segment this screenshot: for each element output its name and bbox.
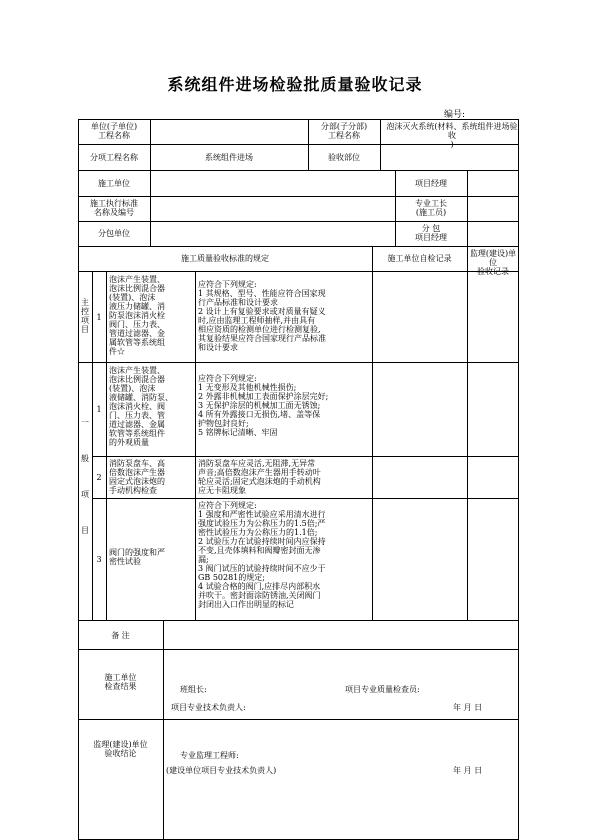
subitem-project-name-label: 分项工程名称	[90, 153, 138, 162]
row-divider	[92, 456, 519, 457]
division-project-name-label: 分部(子分部) 工程名称	[320, 122, 368, 140]
main-control-item-no: 1	[96, 313, 102, 322]
main-control-item-requirement: 应符合下列规定: 1 其规格、型号、性能应符合国家现 行产品标准和设计要求 2 设计上有复验要求或对质量有疑义 时,应由监理工程师抽样,并由具有 相应资质的检测单位进行检测复验, 其复验结果应符合国家现行产品标准 和设计要求	[198, 280, 326, 352]
column-divider	[92, 271, 93, 620]
general-item-name: 消防泵盘车、高 倍数泡沫产生器 固定式泡沫炮的 手动机构检查	[109, 459, 165, 495]
column-divider	[195, 271, 196, 620]
team-leader-signature: 班组长:	[180, 685, 207, 694]
spec-column-header: 施工质量验收标准的规定	[181, 254, 269, 263]
row-divider	[78, 170, 519, 171]
main-control-item-name: 泡沫产生装置、 泡沫比例混合器 (装置)、泡沫 液压力储罐、消 防泵泡沫消火栓 阀门、压力表、 管道过滤器、金 属软管等系统组 件☆	[109, 275, 165, 356]
supervising-engineer-signature: 专业监理工程师:	[180, 751, 239, 760]
supervision-conclusion-date: 年 月 日	[453, 766, 483, 775]
general-item-no: 3	[96, 555, 102, 564]
general-item-requirement: 应符合下列规定: 1 强度和严密性试验应采用清水进行 强度试验压力为公称压力的1.5倍;严 密性试验压力为公称压力的1.1倍; 2 试验压力在试验持续时间内应保持 不变,且壳体填料和阀瓣密封面无渗 漏; 3 阀门试压的试验持续时间不应少于 GB 50281的规定; 4 试验合格的阀门,应排尽内部积水 并吹干。密封面涂防锈油,关闭阀门 封闭出入口作出明显的标记	[198, 501, 326, 609]
execution-standard-label: 施工执行标准 名称及编号	[90, 199, 138, 217]
column-divider	[467, 246, 468, 620]
row-divider	[78, 221, 519, 222]
main-control-group-label: 主 控 项 目	[81, 298, 89, 334]
row-divider	[78, 362, 92, 363]
row-divider	[92, 498, 519, 499]
row-divider	[78, 649, 519, 650]
acceptance-part-label: 验收部位	[328, 153, 360, 162]
row-divider	[92, 362, 519, 363]
subitem-project-name-value: 系统组件进场	[205, 153, 253, 162]
column-divider	[380, 119, 381, 171]
general-item-requirement: 应符合下列规定: 1 无变形及其他机械性损伤; 2 外露非机械加工表面保护涂层完好; 3 无保护涂层的机械加工面无锈蚀; 4 所有外露接口无损伤,堵、盖等保 护物包封良好; 5 铭牌标记清晰、牢固	[198, 374, 329, 437]
general-item-no: 2	[96, 473, 102, 482]
supervision-column-header: 监理(建设)单位 验收记录	[469, 249, 517, 276]
subcontractor-label: 分包单位	[98, 229, 130, 238]
quality-inspector-signature: 项目专业质量检查员:	[345, 685, 420, 694]
remarks-label: 备 注	[111, 631, 130, 640]
general-item-no: 1	[96, 405, 102, 414]
owner-tech-lead-signature: (建设单位项目专业技术负责人)	[166, 766, 277, 775]
general-item-name: 泡沫产生装置、 泡沫比例混合器 (装置)、泡沫 液储罐、消防泵、 泡沫消火栓、阀 门、压力表、管 道过滤器、金属 软管等系统组件 的外观质量	[109, 366, 173, 447]
contractor-label: 施工单位	[98, 179, 130, 188]
column-divider	[163, 620, 164, 840]
row-divider	[78, 196, 519, 197]
general-item-name: 阀门的强度和严 密性试验	[109, 548, 165, 566]
general-item-requirement: 消防泵盘车应灵活,无阻滞,无异常 声音;高倍数泡沫产生器用手转动叶 轮应灵活;固定式泡沫炮的手动机构 应无卡阻现象	[198, 459, 321, 495]
tech-lead-signature: 项目专业技术负责人:	[171, 703, 246, 712]
foreman-label: 专业工长 (施工员)	[415, 199, 447, 217]
row-divider	[78, 719, 519, 720]
column-divider	[106, 271, 107, 620]
serial-number-label: 编号:	[444, 110, 466, 120]
row-divider	[78, 271, 519, 272]
contractor-result-label: 施工单位 检查结果	[104, 673, 137, 691]
column-divider	[150, 119, 151, 246]
self-check-column-header: 施工单位自检记录	[387, 254, 452, 263]
supervision-conclusion-label: 监理(建设)单位 验收结论	[93, 740, 148, 758]
contractor-result-date: 年 月 日	[453, 703, 483, 712]
row-divider	[78, 246, 519, 247]
project-manager-label: 项目经理	[415, 179, 447, 188]
form-title: 系统组件进场检验批质量验收记录	[167, 75, 423, 94]
general-group-label: 一 般 项 目	[81, 418, 89, 535]
row-divider	[78, 620, 519, 621]
subcontractor-pm-label: 分 包 项目经理	[415, 224, 447, 242]
column-divider	[467, 170, 468, 246]
unit-project-name-label: 单位(子单位) 工程名称	[90, 122, 138, 140]
column-divider	[372, 246, 373, 620]
division-project-name-value: 泡沫灭火系统(材料、系统组件进场验收 )	[386, 122, 518, 149]
